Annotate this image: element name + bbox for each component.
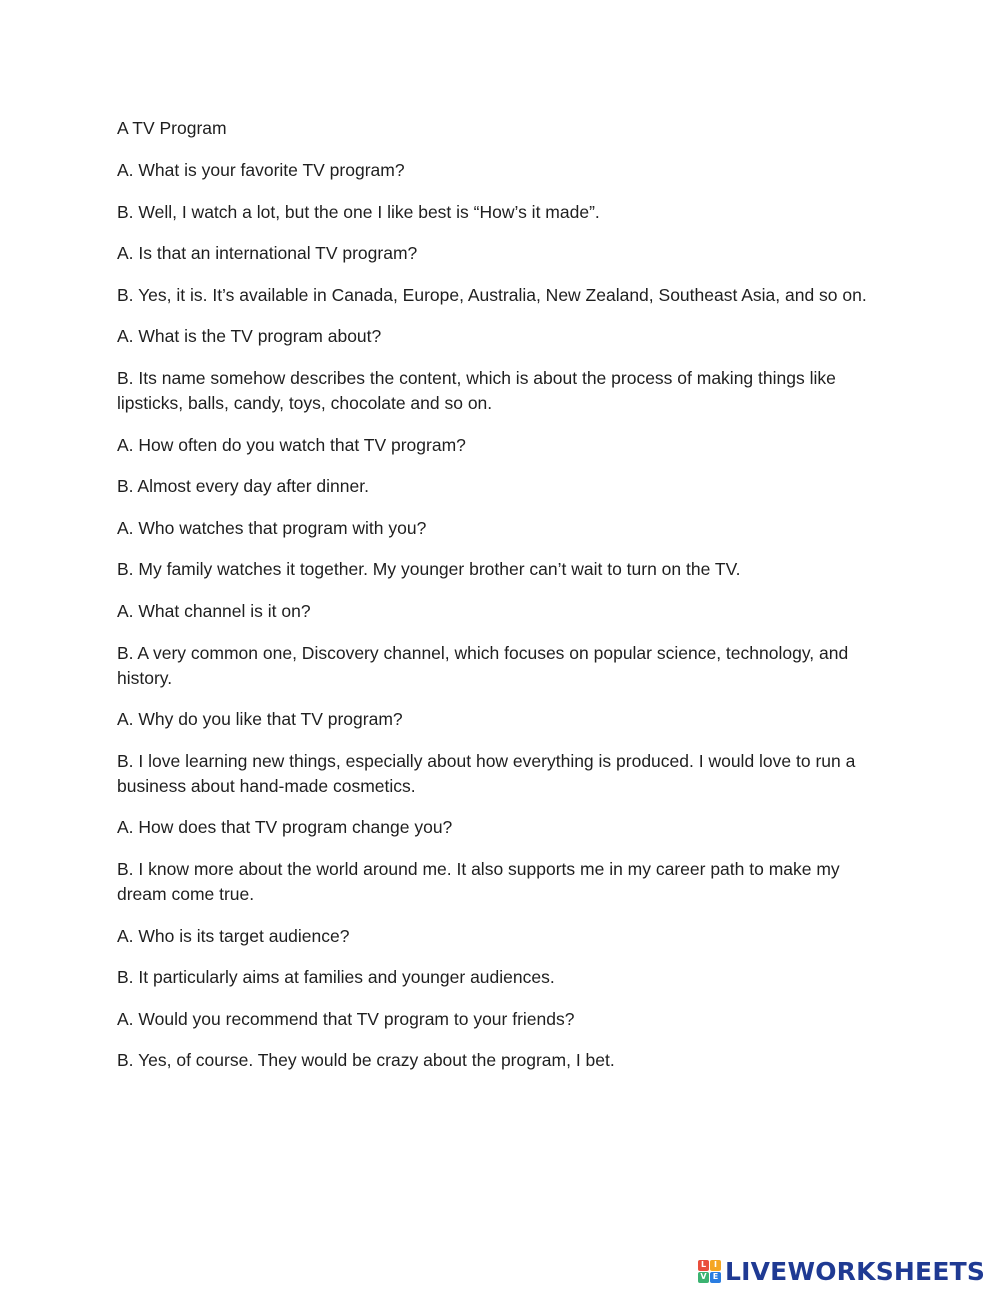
logo-block: V — [698, 1272, 709, 1283]
dialogue-line: A. Who watches that program with you? — [117, 517, 427, 538]
logo-block: L — [698, 1260, 709, 1271]
logo-blocks-icon — [698, 1260, 721, 1283]
dialogue-line: B. It particularly aims at families and younger audiences. — [117, 967, 555, 988]
dialogue-line: A. What channel is it on? — [117, 600, 311, 621]
dialogue-line: A. How does that TV program change you? — [117, 817, 453, 838]
dialogue-line: B. Well, I watch a lot, but the one I like best is “How’s it made”. — [117, 201, 600, 222]
dialogue-line: A. Would you recommend that TV program to your friends? — [117, 1008, 575, 1029]
logo-block: E — [710, 1272, 721, 1283]
dialogue-line: B. I know more about the world around me. It also supports me in my career path to make my dream come true. — [117, 858, 840, 904]
dialogue-line: B. I love learning new things, especially about how everything is produced. I would love to run a business about hand-made cosmetics. — [117, 750, 856, 796]
dialogue-line: A. Is that an international TV program? — [117, 243, 418, 264]
dialogue-line: B. Yes, of course. They would be crazy about the program, I bet. — [117, 1050, 615, 1071]
dialogue-list — [117, 158, 877, 1090]
dialogue-line: B. Its name somehow describes the content, which is about the process of making things like lipsticks, balls, candy, toys, chocolate and so on. — [117, 367, 836, 413]
logo-wordmark: LIVEWORKSHEETS — [725, 1256, 986, 1286]
dialogue-line: B. A very common one, Discovery channel, which focuses on popular science, technology, and history. — [117, 642, 849, 688]
dialogue-line: A. What is the TV program about? — [117, 326, 382, 347]
dialogue-line: B. Almost every day after dinner. — [117, 476, 369, 497]
dialogue-line: A. Who is its target audience? — [117, 925, 350, 946]
document-title: A TV Program — [117, 118, 227, 138]
dialogue-line: B. My family watches it together. My younger brother can’t wait to turn on the TV. — [117, 559, 741, 580]
liveworksheets-logo[interactable] — [698, 1255, 985, 1287]
dialogue-line: A. What is your favorite TV program? — [117, 160, 405, 180]
dialogue-line: A. Why do you like that TV program? — [117, 709, 403, 730]
dialogue-line: A. How often do you watch that TV program? — [117, 434, 466, 455]
dialogue-line: B. Yes, it is. It’s available in Canada, Europe, Australia, New Zealand, Southeast Asia, and so on. — [117, 284, 867, 305]
logo-block: I — [710, 1260, 721, 1271]
